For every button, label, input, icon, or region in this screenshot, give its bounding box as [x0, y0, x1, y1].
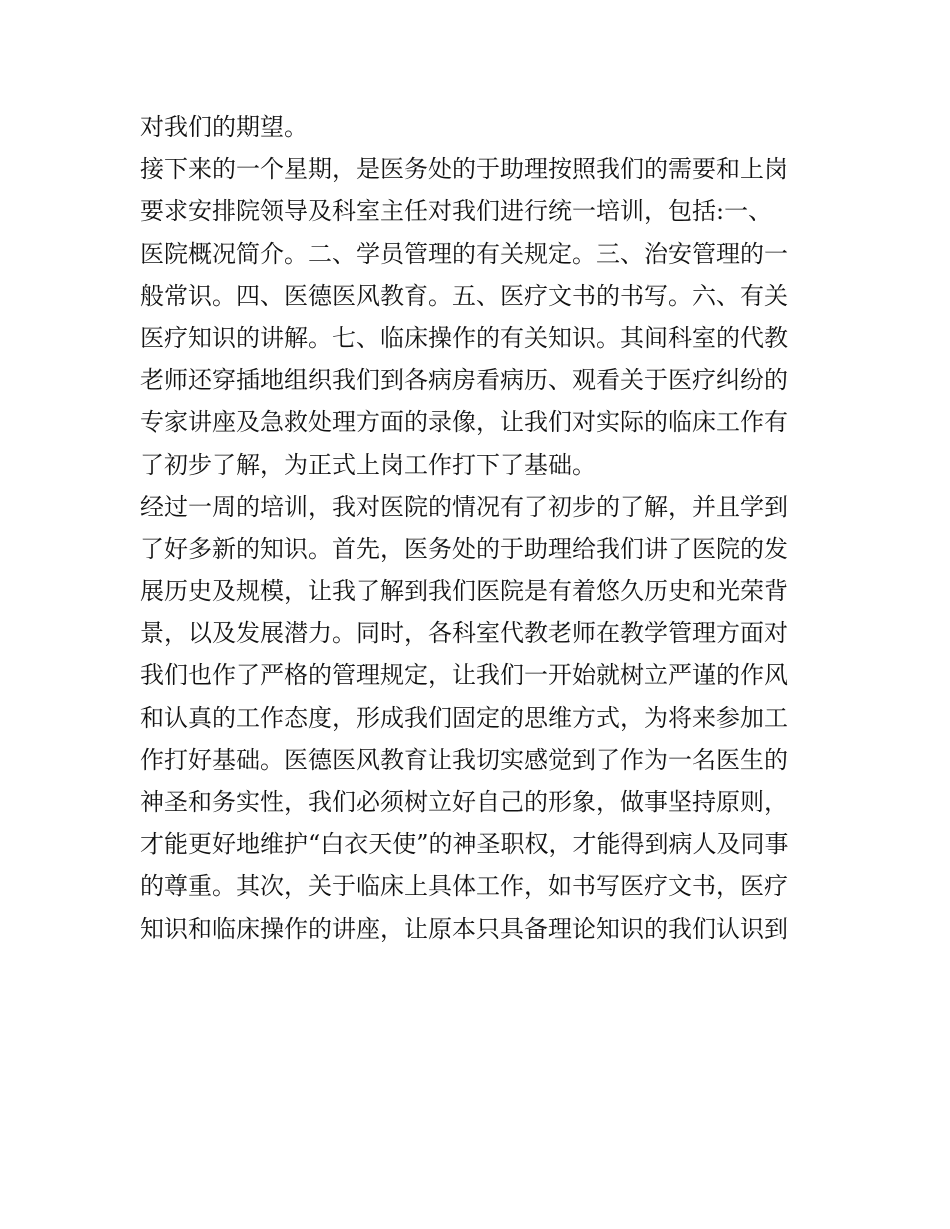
text-line: 了好多新的知识。首先，医务处的于助理给我们讲了医院的发	[140, 534, 788, 563]
text-line: 医院概况简介。二、学员管理的有关规定。三、治安管理的一	[140, 239, 788, 268]
text-line: 的尊重。其次，关于临床上具体工作，如书写医疗文书，医疗	[140, 872, 788, 901]
text-line: 才能更好地维护“白衣天使”的神圣职权，才能得到病人及同事	[140, 830, 789, 859]
body-text	[140, 106, 820, 950]
text-line: 景，以及发展潜力。同时，各科室代教老师在教学管理方面对	[140, 619, 788, 648]
text-line: 接下来的一个星期，是医务处的于助理按照我们的需要和上岗	[140, 155, 788, 184]
text-line: 对我们的期望。	[140, 113, 308, 141]
text-line: 老师还穿插地组织我们到各病房看病历、观看关于医疗纠纷的	[140, 366, 788, 395]
text-line: 专家讲座及急救处理方面的录像，让我们对实际的临床工作有	[140, 408, 788, 437]
text-line: 了初步了解，为正式上岗工作打下了基础。	[140, 450, 596, 479]
text-line: 我们也作了严格的管理规定，让我们一开始就树立严谨的作风	[140, 661, 788, 690]
text-line: 要求安排院领导及科室主任对我们进行统一培训，包括:一、	[140, 197, 773, 226]
text-line: 神圣和务实性，我们必须树立好自己的形象，做事坚持原则，	[140, 788, 788, 816]
text-line: 作打好基础。医德医风教育让我切实感觉到了作为一名医生的	[140, 745, 788, 774]
text-line: 和认真的工作态度，形成我们固定的思维方式，为将来参加工	[140, 703, 788, 732]
text-line: 经过一周的培训，我对医院的情况有了初步的了解，并且学到	[140, 492, 788, 521]
text-line: 般常识。四、医德医风教育。五、医疗文书的书写。六、有关	[140, 281, 788, 310]
text-line: 医疗知识的讲解。七、临床操作的有关知识。其间科室的代教	[140, 323, 788, 352]
text-line: 展历史及规模，让我了解到我们医院是有着悠久历史和光荣背	[140, 577, 788, 606]
text-line: 知识和临床操作的讲座，让原本只具备理论知识的我们认识到	[140, 914, 788, 943]
